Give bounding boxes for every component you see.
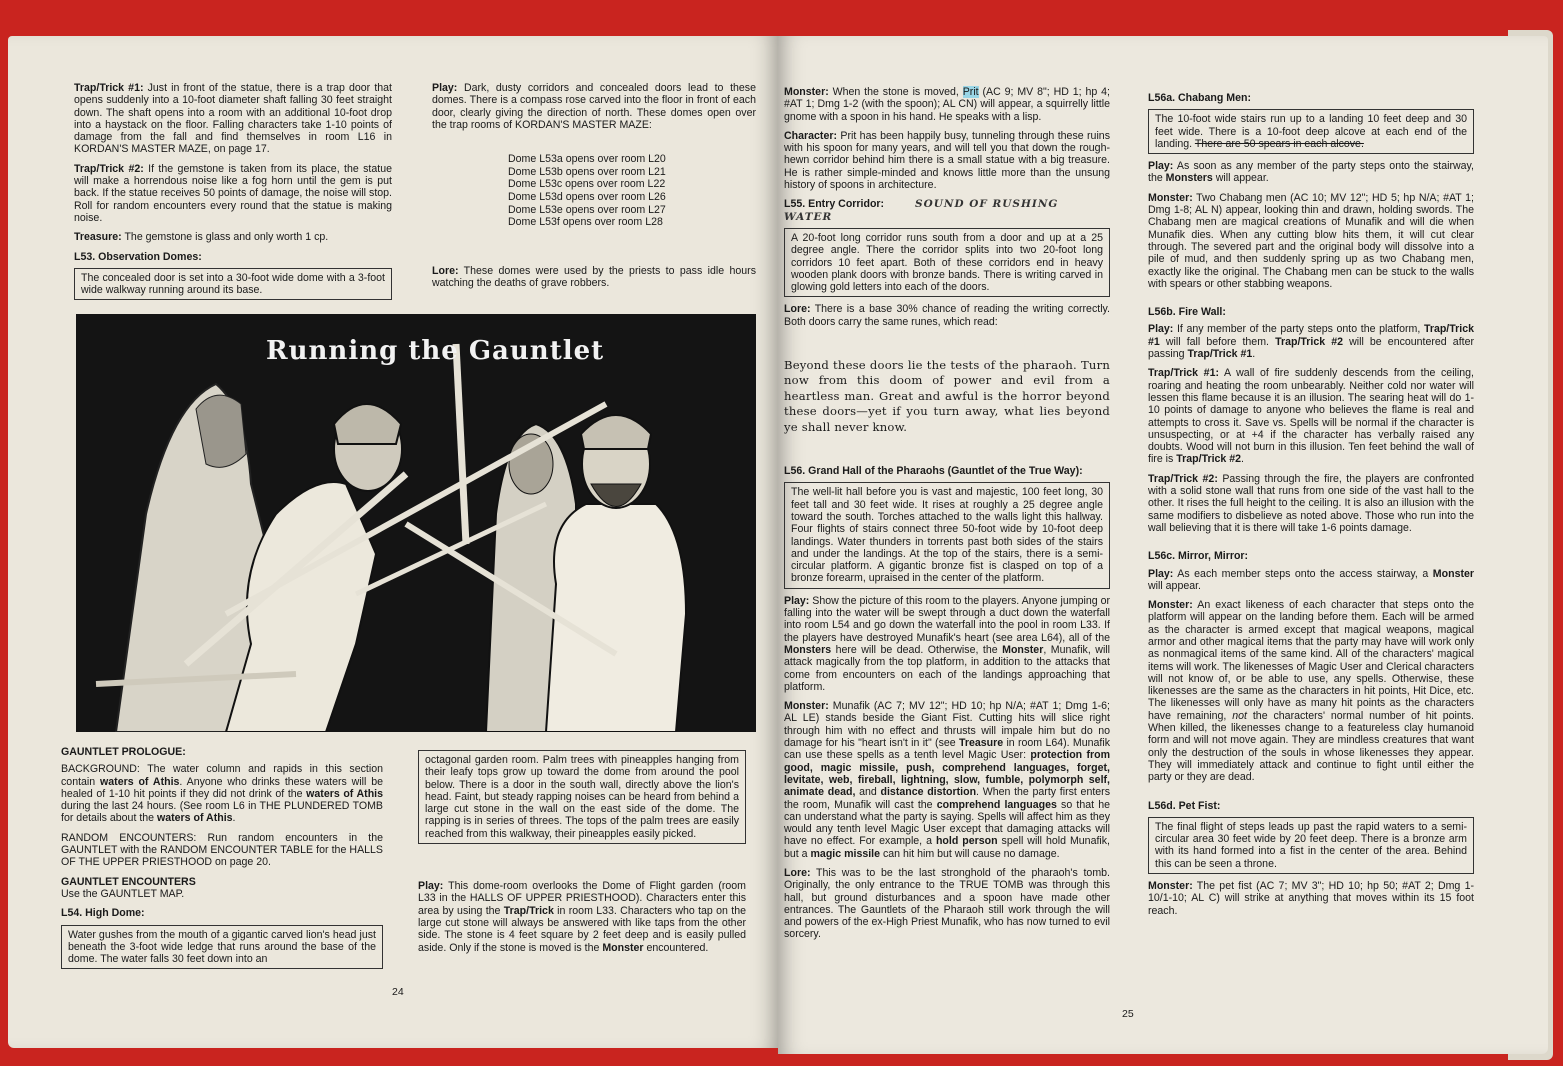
trap1-label: Trap/Trick #1: [74,82,144,94]
l53-heading: L53. Observation Domes: [74,250,202,263]
page-24 [8,36,778,1048]
prit-monster-paragraph [784,86,1110,123]
page-number-right: 25 [1122,1008,1134,1020]
monster-label: Monster: [784,700,829,713]
play-text: As soon as any member of the party steps onto the stairway, the [1148,160,1474,185]
play-text: . [1252,348,1256,361]
monster-text: the characters' normal number of hit points. When killed, the likenesses change to a featureless clay humanoid form and will not move again. They are mindless creatures that want only the destruction of the souls in whose likenesses they appear. They will immediately attack and continue to fight until either the party or they are dead. [1148,709,1474,784]
gauntlet-illustration [76,314,756,732]
fire-wall-trap1-paragraph [1148,367,1474,465]
play-text: encountered. [643,941,709,954]
handwritten-note: SOUND OF RUSHING WATER [784,198,1059,223]
monster-text: Munafik (AC 7; MV 12"; HD 10; hp N/A; #AT 1; Dmg 1-6; AL LE) stands beside the Giant Fist. Cutting hits will slice right through him with no effect and thrusts will impale him but do no damage for his "heart isn't in it" (see [784,700,1110,750]
struck-out-text: There are 50 spears in each alcove. [1194,137,1364,150]
spell-name: comprehend languages [936,798,1057,811]
play-text: will appear. [1148,579,1201,592]
l56-play-paragraph [784,595,1110,693]
gauntlet-encounters-heading: GAUNTLET ENCOUNTERS [61,875,196,888]
l56-boxed-text: The well-lit hall before you is vast and majestic, 100 feet long, 30 feet tall and 30 feet wide. It rises at roughly a 25 degree angle toward the south. Torches attached to the walls light this hallway. Four flights of stairs connect three 50-foot wide by 10-foot deep landings. Water thunders in torrents past both sides of the stairs and under the landings. At the top of the stairs, there is a semi-circular platform. A gigantic bronze fist is clasped on top of a bronze forearm, upraised in the center of the platform. [784,482,1110,588]
l56d-boxed-text: The final flight of steps leads up past the rapid waters to a semi-circular area 30 feet wide by 20 feet deep. There is a bronze arm with its hand formed into a fist in the center of the area. Behind this can be seen a throne. [1148,817,1474,874]
waters-of-athis: waters of Athis [100,775,180,788]
trap-trick-ref: Trap/Trick #2 [1275,335,1344,348]
l56c-heading: L56c. Mirror, Mirror: [1148,550,1249,563]
l56a-box-text: The 10-foot wide stairs run up to a landing 10 feet deep and 30 feet wide. There is a 10-foot deep alcove at each end of the landing. [1155,113,1467,150]
l56a-boxed-text [1148,109,1474,154]
spell-list: protection from good, magic missile, push, comprehend languages, forget, levitate, web, fireball, lightning, slow, fumble, polymorph self, animate dead, [784,749,1110,799]
monsters-ref: Monsters [1165,172,1213,185]
l55-heading: L55. Entry Corridor: [784,198,885,211]
right-column-1 [784,86,1110,948]
dome-item: Dome L53d opens over room L26 [508,190,666,203]
lore-paragraph [432,265,756,290]
open-book [8,30,1553,1060]
monster-text: in room L64). Munafik can use these spells as a tenth level Magic User: [784,737,1110,762]
random-encounters-paragraph: RANDOM ENCOUNTERS: Run random encounters in the GAUNTLET with the RANDOM ENCOUNTER TABLE for the HALLS OF THE UPPER PRIESTHOOD on page 20. [61,831,383,869]
play-label: Play: [1148,323,1174,336]
lore-label: Lore: [784,303,811,316]
l54-play-paragraph [418,880,746,954]
background-text: during the last 24 hours. (See room L6 in THE PLUNDERED TOMB for details about the [61,800,383,825]
spell-name: magic missile [810,847,881,860]
background-paragraph [61,763,383,824]
l56d-heading: L56d. Pet Fist: [1148,799,1221,812]
l55-boxed-text: A 20-foot long corridor runs south from a door and up at a 25 degree angle. There the corridor splits into two 20-foot long corridors 10 feet apart. Both of these corridors end in heavy wooden plank doors with bronze bands. There is writing carved in glowing gold letters into each of the doors. [784,228,1110,297]
lore-text: There is a base 30% chance of reading the writing correctly. Both doors carry the same runes, which read: [784,303,1110,328]
monster-label: Monster: [1148,191,1193,204]
treasure-text: The gemstone is glass and only worth 1 cp. [121,231,329,244]
monster-ref: Monster [602,941,644,954]
monster-text: spell will hold Munafik, but a [784,835,1110,860]
play-text: will be encountered after passing [1148,335,1474,361]
play-label: Play: [1148,160,1174,173]
l54-boxed-text-continued: octagonal garden room. Palm trees with pineapples hanging from their leafy tops grow up toward the dome from around the pool below. There is a door in the south wall, directly above the lion's head. Faint, but steady rapping noises can be heard from behind a large cut stone in the wall on the east side of the dome. The rapping is in series of threes. The tops of the palm trees are easily reached from this walkway, their pineapples easily picked. [418,750,746,844]
lore-label: Lore: [784,866,811,879]
door-runes-text: Beyond these doors lie the tests of the pharaoh. Turn now from this doom of power and evil from a heartless man. Great and awful is the horror beyond these doors—yet if you turn away, what lies beyond ye shall never know. [784,358,1110,434]
l54-heading: L54. High Dome: [61,907,145,920]
left-column-1 [74,82,392,306]
trap2-paragraph [74,163,392,224]
monster-text: so that he can understand what the party is saying. Spells will affect him as they would any tenth level Magic User except that damaging attacks will have no effect. For example, a [784,798,1110,848]
monster-label: Monster: [1148,599,1193,612]
l55-lore-paragraph [784,303,1110,328]
play-text: As each member steps onto the access stairway, a [1173,567,1433,580]
trap1-text: Just in front of the statue, there is a trap door that opens suddenly into a 10-foot diameter shaft falling 30 feet straight down. The shaft opens into a room with an additional 10-foot drop into a haystack on the floor. Falling characters take 1-10 points of damage from the fall and find themselves in room L16 in KORDAN'S MASTER MAZE, on page 17. [74,82,392,156]
trap1-paragraph [74,82,392,156]
trap-trick-ref: Trap/Trick #1 [1187,348,1253,361]
waters-of-athis: waters of Athis [306,787,383,800]
monster-text: and [855,786,881,799]
trap2-text: Passing through the fire, the players are confronted with a solid stone wall that runs from one side of the vast hall to the other. It rises the full height to the ceiling. It is also an illusion with the same modifiers to disbelieve as noted above. Those who run into the wall believing that it is there will take 1-6 points damage. [1148,472,1474,534]
play-text: Dark, dusty corridors and concealed doors lead to these domes. There is a compass rose carved into the floor in front of each door, clearly giving the direction of north. These domes open over the trap rooms of KORDAN'S MASTER MAZE: [432,82,756,131]
monster-text: can hit him but will cause no damage. [880,847,1060,860]
monster-text: . When the party first enters the room, Munafik will cast the [784,786,1110,811]
play-text: here will be dead. Otherwise, the [831,643,1003,656]
trap1-label: Trap/Trick #1: [1148,367,1219,380]
dome-item: Dome L53a opens over room L20 [508,153,666,166]
l56b-heading: L56b. Fire Wall: [1148,306,1226,319]
monster-text: (AC 9; MV 8"; HD 1; hp 4; #AT 1; Dmg 1-2 (with the spoon); AL CN) will appear, a squirrelly little gnome with a spoon in his hand. He speaks with a lisp. [784,86,1110,123]
character-label: Character: [784,129,837,142]
page-25 [778,36,1548,1054]
treasure-ref: Treasure [958,737,1004,750]
fire-wall-trap2-paragraph [1148,473,1474,534]
monster-ref: Monster [1002,643,1044,656]
character-text: Prit has been happily busy, tunneling through these ruins with his spoon for many years, and will tell you that down the rough-hewn corridor behind him there is a small statue with a big treasure. He is rather simple-minded and knows little more than the unsung history of spoons in architecture. [784,129,1110,192]
highlighted-prit: Prit [962,86,979,98]
play-text: in room L33. Characters who tap on the large cut stone will always be answered with like taps from the other side. The stone is 4 feet square by 2 feet deep and is easily pulled aside. Only if the stone is moved is the [418,904,746,954]
character-paragraph [784,130,1110,191]
trap1-text: A wall of fire suddenly descends from the ceiling, roaring and heating the room unbearably. Neither cold nor water will lessen this flame because it is an illusion. The searing heat will do 1-10 points of damage to anyone who believes the flame is real and attempts to cross it. Save vs. Spells will be normal if the character is unsuspecting, or at +4 if the character has verbally raised any doubts. Wood will not burn in this illusion. Ten feet behind the wall of fire is [1148,367,1474,466]
emphasis-not: not [1232,709,1247,722]
page-number-left: 24 [392,986,404,998]
play-text: , Munafik, will attack magically from the top platform, in addition to the attacks that come from encounters on each of the landings approaching that platform. [784,643,1111,693]
play-label: Play: [432,82,458,94]
mirror-monster-paragraph [1148,599,1474,783]
left-bottom-column-2 [418,750,746,961]
monster-label: Monster: [784,86,829,98]
play-text: This dome-room overlooks the Dome of Flight garden (room L33 in the HALLS OF UPPER PRIESTHOOD). Characters enter this area by using the [418,880,746,917]
monster-text: An exact likeness of each character that steps onto the platform will appear on the landing before them. Each will be armed as the character is armed except that magical weapons, magical armor and other magical items that the party may have will work only as nonmagical items of the same kind. All of the characters' magical items will work. The likenesses of Magic User and Clerical characters will not know of, or be able to use, any spells. Otherwise, these likenesses are the same as the characters in hit points, Hit Dice, etc. The likenesses will only have as many hit points as the characters have remaining, [1148,599,1474,722]
play-text: will fall before them. [1159,335,1276,348]
background-text: . [232,812,236,825]
play-paragraph [432,82,756,131]
monsters-ref: Monsters [784,643,832,656]
chabang-monster-paragraph [1148,192,1474,290]
illustration-art [76,314,756,732]
trap1-text: . [1241,453,1244,466]
domes-list [508,153,756,229]
background-text: BACKGROUND: The water column and rapids in this section contain [61,763,383,788]
trap2-label: Trap/Trick #2: [74,162,144,175]
pet-fist-monster-paragraph [1148,880,1474,917]
play-text: will appear. [1212,172,1269,185]
right-column-2 [1148,88,1474,924]
l54-boxed-text: Water gushes from the mouth of a gigantic carved lion's head just beneath the 3-foot wide ledge that runs around the base of the dome. The water falls 30 feet down into an [61,925,383,970]
treasure-paragraph [74,231,392,243]
gauntlet-prologue-heading: GAUNTLET PROLOGUE: [61,746,186,758]
dome-item: Dome L53c opens over room L22 [508,178,666,191]
l55-heading-row [784,198,1110,223]
trap2-text: If the gemstone is taken from its place, the statue will make a horrendous noise like a fog horn until the gem is put back. If the statue receives 50 points of damage, the noise will stop. Roll for random encounters every round that the statue is making noise. [74,162,392,224]
play-text: If any member of the party steps onto the platform, [1173,323,1424,336]
left-column-2 [432,82,756,296]
l56a-play-paragraph [1148,160,1474,185]
l56a-heading: L56a. Chabang Men: [1148,92,1252,104]
monster-label: Monster: [1148,880,1193,893]
spell-name: hold person [935,835,998,848]
treasure-label: Treasure: [74,231,122,244]
lore-label: Lore: [432,264,459,277]
trap-trick-ref: Trap/Trick #2 [1176,453,1242,466]
monster-text: Two Chabang men (AC 10; MV 12"; HD 5; hp N/A; #AT 1; Dmg 1-8; AL N) appear, looking thin and drawn, holding swords. The Chabang men are magical creations of Munafik and will die when Munafik dies. When any cutting blow hits them, it will cut clear through. The severed part and the original body will dissolve into a pile of mud, and then suddenly spring up as two Chabang men, exactly like the original. The Chabang men can be stuck to the walls with spears or other stabbing weapons. [1148,191,1474,290]
play-text: Show the picture of this room to the players. Anyone jumping or falling into the water will be swept through a duct down the waterfall into room L54 and go down the waterfall into the pool in room L33. If the players have destroyed Munafik's heart (see area L64), all of the [784,594,1110,644]
spell-name: distance distortion [880,786,977,799]
monster-text: When the stone is moved, [828,86,963,98]
left-bottom-column-1 [61,742,383,975]
monster-ref: Monster [1432,567,1474,580]
monster-text: The pet fist (AC 7; MV 3"; HD 10; hp 50; #AT 2; Dmg 1-10/1-10; AL C) will strike at anything that moves within its 15 foot reach. [1148,880,1474,917]
l56-heading: L56. Grand Hall of the Pharaohs (Gauntlet of the True Way): [784,465,1083,478]
waters-of-athis: waters of Athis [157,812,233,825]
l53-boxed-text: The concealed door is set into a 30-foot wide dome with a 3-foot wide walkway running around its base. [74,268,392,301]
trap2-label: Trap/Trick #2: [1148,472,1218,485]
trap-trick-ref: Trap/Trick #1 [1148,323,1474,348]
background-text: . Anyone who drinks these waters will be healed of 1-10 hit points if they did not drink of the [61,775,384,800]
lore-text: These domes were used by the priests to pass idle hours watching the deaths of grave robbers. [432,264,756,290]
munafik-monster-paragraph [784,700,1110,860]
trap-trick-ref: Trap/Trick [503,904,554,917]
dome-item: Dome L53b opens over room L21 [508,165,666,178]
use-map-text: Use the GAUNTLET MAP. [61,887,185,900]
lore-text: This was to be the last stronghold of the pharaoh's tomb. Originally, the only entrance to the TRUE TOMB was through this hall, but ground disturbances and a spoon have made other entrances. The Gauntlets of the Pharaoh still work through the will and powers of the ex-High Priest Munafik, who has now turned to evil sorcery. [784,866,1110,941]
play-label: Play: [784,594,810,607]
play-label: Play: [1148,567,1174,580]
l56-lore-paragraph [784,867,1110,941]
illustration-title: Running the Gauntlet [266,336,605,366]
l56c-play-paragraph [1148,568,1474,593]
dome-item: Dome L53f opens over room L28 [508,216,663,229]
l56b-play-paragraph [1148,323,1474,360]
dome-item: Dome L53e opens over room L27 [508,203,666,216]
play-label: Play: [418,880,444,893]
